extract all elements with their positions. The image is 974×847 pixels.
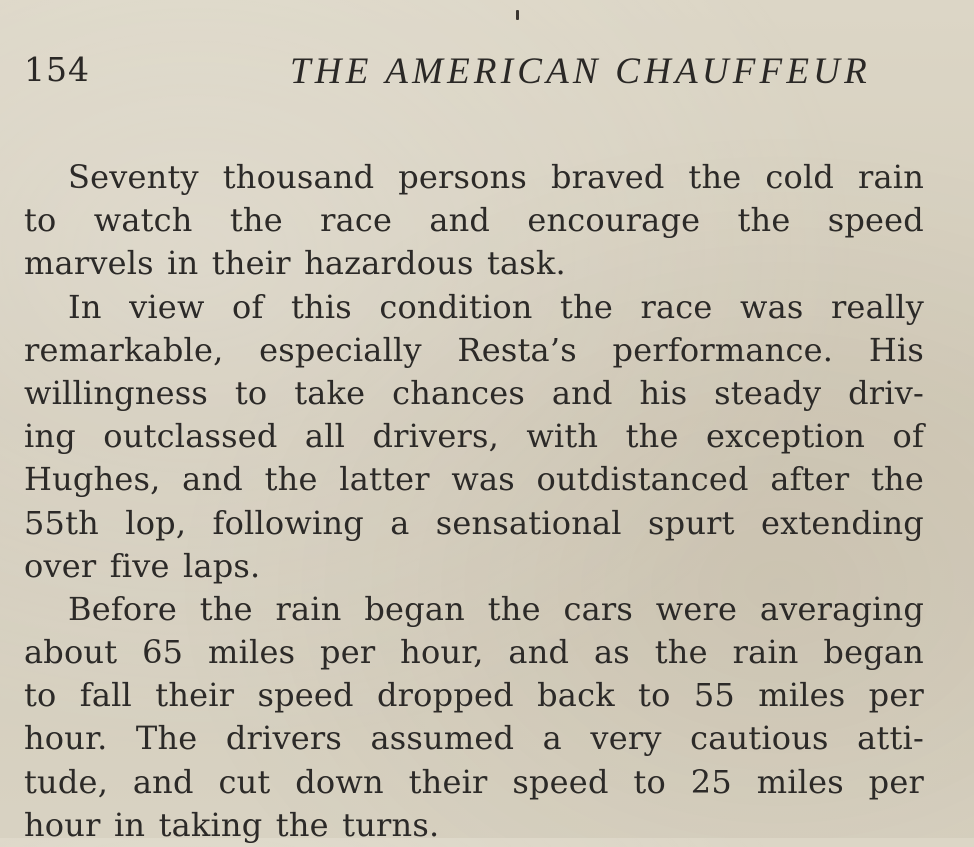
running-title: THE AMERICAN CHAUFFEUR: [290, 51, 871, 92]
text-line: about 65 miles per hour, and as the rain began: [24, 633, 924, 672]
text-line: over five laps.: [24, 546, 261, 585]
paragraph-1: [24, 156, 924, 286]
text-line: to watch the race and encourage the speed: [24, 201, 924, 240]
text-line: In view of this condition the race was really: [68, 287, 924, 326]
text-line: ing outclassed all drivers, with the exception of: [24, 417, 924, 456]
page-number: 154: [24, 50, 90, 89]
text-line: willingness to take chances and his steady driv-: [24, 373, 924, 412]
text-line: marvels in their hazardous task.: [24, 244, 566, 283]
text-line: hour. The drivers assumed a very cautious atti-: [24, 719, 924, 758]
text-line: hour in taking the turns.: [24, 805, 440, 844]
text-line: tude, and cut down their speed to 25 miles per: [24, 762, 924, 801]
text-line: Seventy thousand persons braved the cold rain: [68, 158, 924, 196]
paragraph-3: [24, 588, 924, 847]
ink-speck: [516, 10, 519, 20]
text-line: 55th lop, following a sensational spurt extending: [24, 503, 924, 542]
paragraph-2: [24, 286, 924, 588]
page-header: [24, 50, 974, 94]
text-line: remarkable, especially Resta’s performance. His: [24, 330, 924, 369]
body-text: [24, 156, 924, 847]
text-line: Before the rain began the cars were averaging: [68, 589, 924, 628]
text-line: to fall their speed dropped back to 55 miles per: [24, 676, 924, 715]
text-line: Hughes, and the latter was outdistanced after the: [24, 460, 924, 499]
